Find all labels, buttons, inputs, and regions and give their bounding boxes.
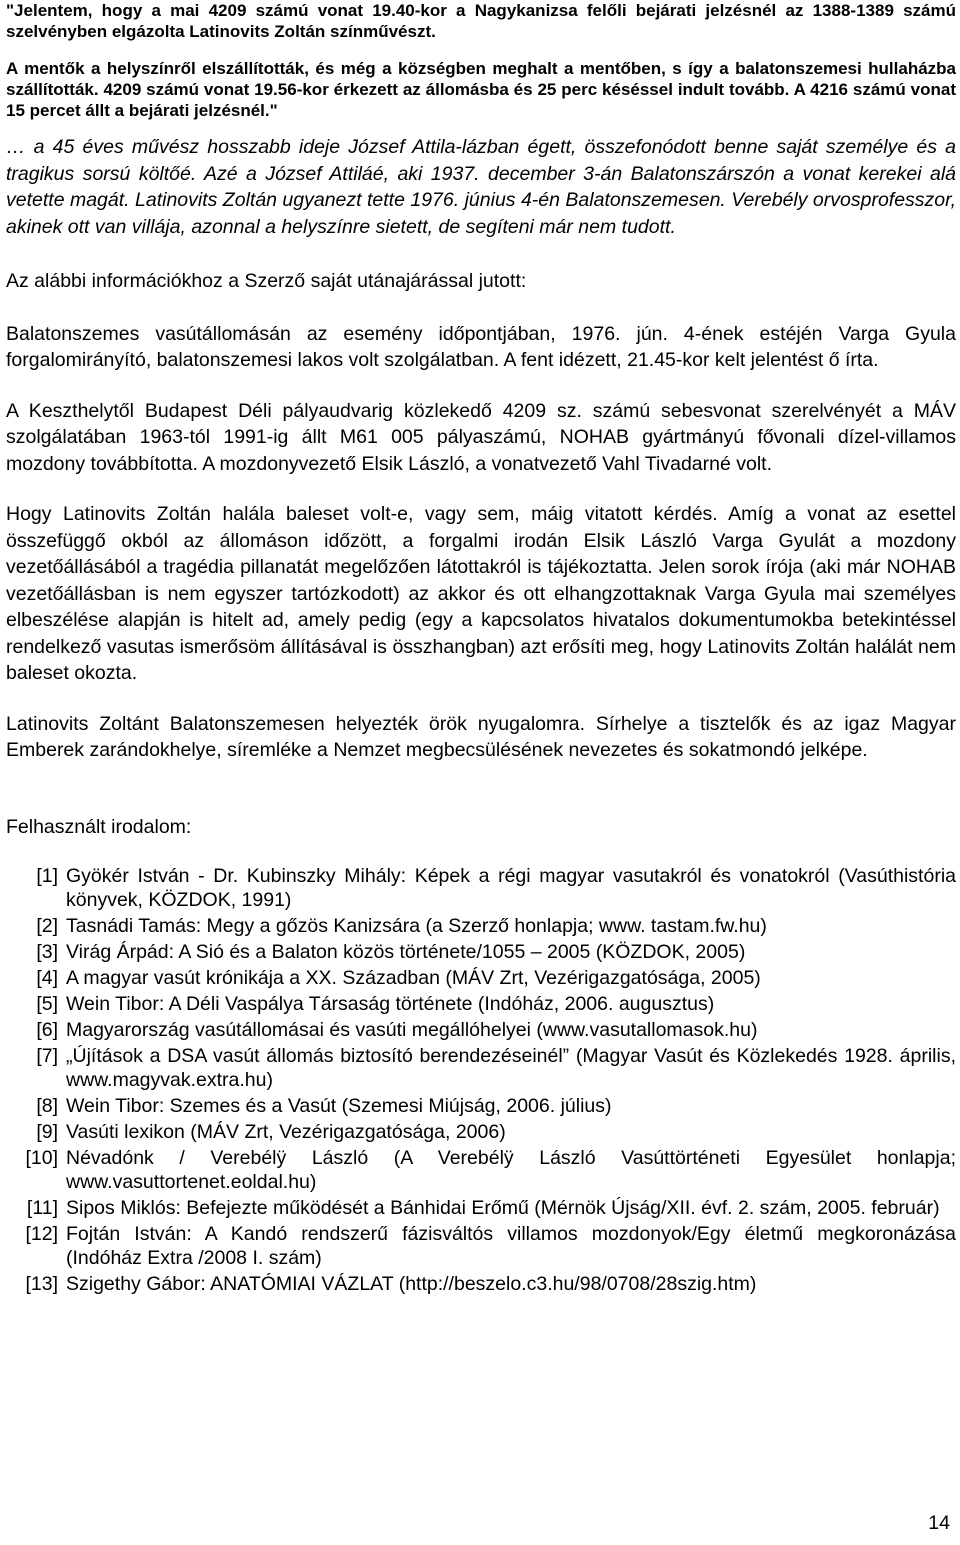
reference-number: [8]: [36, 1095, 58, 1117]
reference-item: [6, 1094, 956, 1118]
reference-text: Tasnádi Tamás: Megy a gőzös Kanizsára (a Szerző honlapja; www. tastam.fw.hu): [66, 915, 767, 937]
reference-number: [12]: [25, 1223, 58, 1245]
reference-item: [6, 1120, 956, 1144]
reference-number: [5]: [36, 993, 58, 1015]
body-paragraph-1: Balatonszemes vasútállomásán az esemény időpontjában, 1976. jún. 4-ének estéjén Varga Gyula forgalomirányító, balatonszemesi lakos volt szolgálatban. A fent idézett, 21.45-kor kelt jelentést ő írta.: [6, 322, 956, 371]
reference-text: Wein Tibor: Szemes és a Vasút (Szemesi Miújság, 2006. július): [66, 1095, 612, 1117]
reference-text: A magyar vasút krónikája a XX. Században (MÁV Zrt, Vezérigazgatósága, 2005): [66, 967, 761, 989]
reference-item: [6, 1018, 956, 1042]
reference-number: [2]: [36, 915, 58, 937]
reference-number: [6]: [36, 1019, 58, 1041]
page-number: 14: [928, 1512, 950, 1534]
quoted-article-italic: … a 45 éves művész hosszabb ideje József Attila-lázban égett, összefonódott benne saját személye és a tragikus sorsú költőé. Azé a József Attiláé, aki 1937. december 3-án Balatonszárszón a vonat kerekei alá vetette magát. Latinovits Zoltán ugyanezt tette 1976. június 4-én Balatonszemesen. Verebély orvosprofesszor, akinek ott van villája, azonnal a helyszínre sietett, de segíteni már nem tudott.: [6, 136, 956, 238]
reference-number: [9]: [36, 1121, 58, 1143]
reference-text: Wein Tibor: A Déli Vaspálya Társaság története (Indóház, 2006. augusztus): [66, 993, 715, 1015]
reference-item: [6, 966, 956, 990]
reference-text: Gyökér István - Dr. Kubinszky Mihály: Képek a régi magyar vasutakról és vonatokról (Vasúthistória könyvek, KÖZDOK, 1991): [66, 865, 956, 911]
reference-text: Szigethy Gábor: ANATÓMIAI VÁZLAT (http://beszelo.c3.hu/98/0708/28szig.htm): [66, 1273, 757, 1295]
intro-paragraph: Az alábbi információkhoz a Szerző saját utánajárással jutott:: [6, 270, 527, 292]
reference-item: [6, 1222, 956, 1270]
reference-item: [6, 1272, 956, 1296]
reference-text: Névadónk / Verebélÿ László (A Verebélÿ László Vasúttörténeti Egyesület honlapja; www.vasuttortenet.eoldal.hu): [66, 1147, 956, 1193]
body-paragraph-3: Hogy Latinovits Zoltán halála baleset volt-e, vagy sem, máig vitatott kérdés. Amíg a vonat az esettel összefüggő okból az állomáson időzött, a forgalmi irodán Elsik László Varga Gyulát a mozdony vezetőállásából a tragédia pillanatát megelőzően látottakról is tájékoztatta. Jelen sorok írója (aki már NOHAB vezetőállásban is nem egyszer tartózkodott) az akkor és ott elhangzottaknak Varga Gyula mai személyes elbeszélése alapján is hitelt ad, amely pedig (egy a kapcsolatos hivatalos dokumentumokba betekintéssel rendelkező vasutas ismerősöm állításával is összhangban) azt erősíti meg, hogy Latinovits Zoltán halálát nem baleset okozta.: [6, 503, 956, 684]
reference-item: [6, 1196, 956, 1220]
reference-number: [1]: [36, 865, 58, 887]
reference-number: [11]: [26, 1197, 58, 1219]
reference-text: Magyarország vasútállomásai és vasúti megállóhelyei (www.vasutallomasok.hu): [66, 1019, 758, 1041]
reference-text: „Újítások a DSA vasút állomás biztosító berendezéseinél” (Magyar Vasút és Közlekedés 1928. április, www.magyvak.extra.hu): [66, 1045, 956, 1091]
reference-number: [13]: [25, 1273, 58, 1295]
body-paragraph-4: Latinovits Zoltánt Balatonszemesen helyezték örök nyugalomra. Sírhelye a tisztelők és az igaz Magyar Emberek zarándokhelye, síremléke a Nemzet megbecsülésének nevezetes és sokatmondó jelképe.: [6, 712, 956, 761]
reference-number: [7]: [36, 1045, 58, 1067]
reference-text: Vasúti lexikon (MÁV Zrt, Vezérigazgatósága, 2006): [66, 1121, 506, 1143]
reference-item: [6, 914, 956, 938]
reference-item: [6, 1044, 956, 1092]
reference-item: [6, 1146, 956, 1194]
reference-text: Virág Árpád: A Sió és a Balaton közös története/1055 – 2005 (KÖZDOK, 2005): [66, 941, 746, 963]
reference-text: Fojtán István: A Kandó rendszerű fázisváltós villamos mozdonyok/Egy életmű megkoronázása (Indóház Extra /2008 I. szám): [66, 1223, 956, 1269]
quoted-report-bold-2: A mentők a helyszínről elszállították, és még a községben meghalt a mentőben, s így a balatonszemesi hullaházba szállították. 4209 számú vonat 19.56-kor érkezett az állomásba és 25 perc késéssel indult tovább. A 4216 számú vonat 15 percet állt a bejárati jelzésnél.": [6, 59, 956, 120]
reference-item: [6, 940, 956, 964]
references-list: [6, 864, 956, 1296]
reference-number: [4]: [36, 967, 58, 989]
body-paragraph-2: A Keszthelytől Budapest Déli pályaudvarig közlekedő 4209 sz. számú sebesvonat szerelvényét a MÁV szolgálatában 1963-tól 1991-ig állt M61 005 pályaszámú, NOHAB gyártmányú fővonali dízel-villamos mozdony továbbította. A mozdonyvezető Elsik László, a vonatvezető Vahl Tivadarné volt.: [6, 399, 956, 475]
reference-text: Sipos Miklós: Befejezte működését a Bánhidai Erőmű (Mérnök Újság/XII. évf. 2. szám, 2005. február): [66, 1197, 940, 1219]
document-page: [6, 0, 956, 1545]
quoted-report-bold-1: "Jelentem, hogy a mai 4209 számú vonat 19.40-kor a Nagykanizsa felőli bejárati jelzésnél az 1388-1389 számú szelvényben elgázolta Latinovits Zoltán színművészt.: [6, 1, 956, 41]
reference-number: [3]: [36, 941, 58, 963]
reference-item: [6, 992, 956, 1016]
reference-number: [10]: [25, 1147, 58, 1169]
references-heading: Felhasznált irodalom:: [6, 815, 192, 838]
reference-item: [6, 864, 956, 912]
